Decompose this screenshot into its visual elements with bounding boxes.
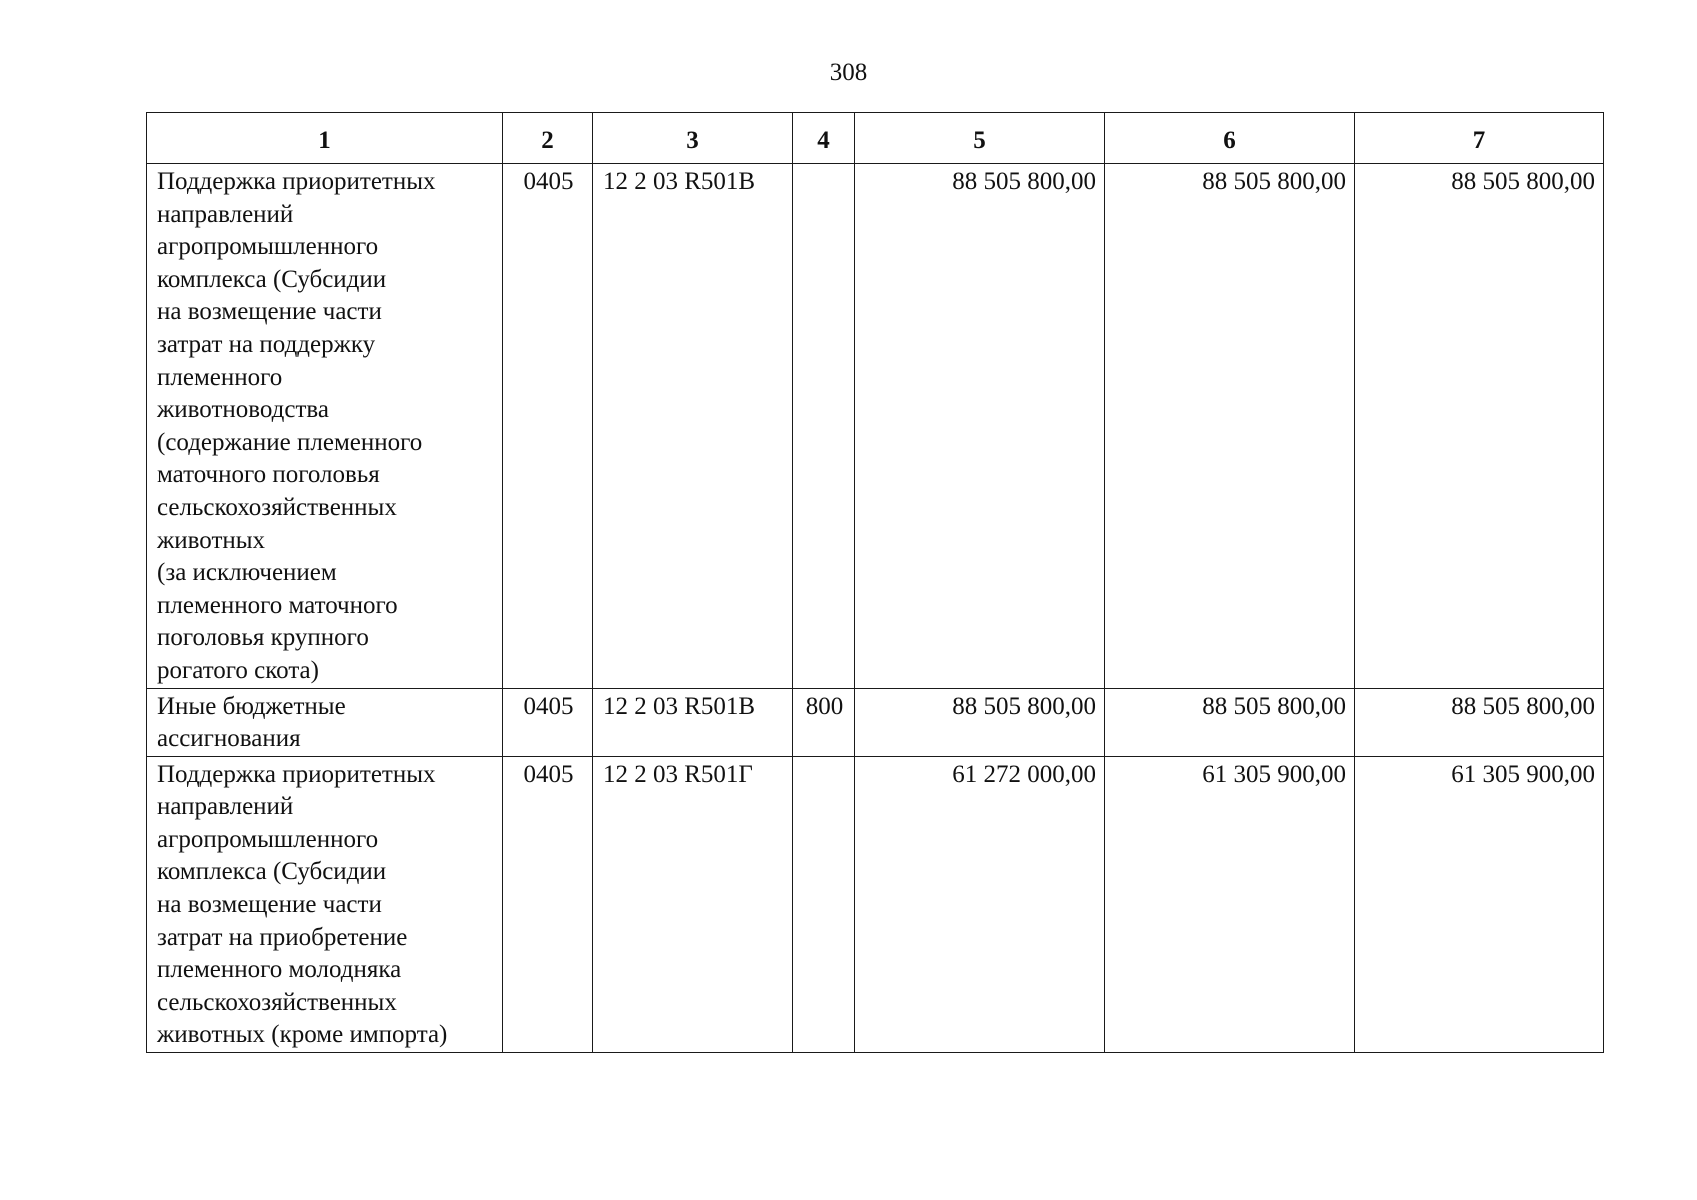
page-number: 308 (829, 59, 868, 86)
amount-col6-cell: 61 305 900,00 (1105, 756, 1355, 1052)
name-line: маточного поголовья (157, 461, 380, 489)
name-line: затрат на поддержку (157, 330, 376, 358)
header-cell-1: 1 (147, 113, 503, 164)
name-line: рогатого скота) (157, 656, 319, 684)
table-row (147, 756, 1604, 1052)
section-code-cell: 0405 (503, 756, 593, 1052)
section-code-cell: 0405 (503, 688, 593, 756)
amount-col7-cell: 61 305 900,00 (1355, 756, 1604, 1052)
name-line: Иные бюджетные (157, 692, 346, 720)
name-line: Поддержка приоритетных (157, 168, 436, 195)
budget-table (146, 112, 1604, 1053)
target-code-cell: 12 2 03 R501Г (593, 756, 793, 1052)
header-row (147, 113, 1604, 164)
amount-col5-cell: 88 505 800,00 (855, 688, 1105, 756)
name-line: комплекса (Субсидии (157, 265, 387, 293)
header-cell-7: 7 (1355, 113, 1604, 164)
target-code-cell: 12 2 03 R501В (593, 164, 793, 689)
header-cell-2: 2 (503, 113, 593, 164)
row-name-cell (147, 164, 503, 689)
expense-type-cell (793, 164, 855, 689)
header-cell-5: 5 (855, 113, 1105, 164)
name-line: (за исключением (157, 559, 337, 587)
name-line: направлений (157, 200, 294, 228)
name-line: комплекса (Субсидии (157, 858, 387, 886)
name-line: поголовья крупного (157, 624, 369, 652)
header-cell-4: 4 (793, 113, 855, 164)
row-name-cell (147, 688, 503, 756)
name-line: на возмещение части (157, 298, 382, 326)
table-row (147, 164, 1604, 689)
name-line: племенного маточного (157, 591, 398, 619)
name-line: Поддержка приоритетных (157, 760, 436, 788)
name-line: затрат на приобретение (157, 923, 408, 951)
name-line: животных (157, 526, 266, 554)
name-line: агропромышленного (157, 233, 379, 261)
amount-col6-cell: 88 505 800,00 (1105, 688, 1355, 756)
amount-col7-cell: 88 505 800,00 (1355, 164, 1604, 689)
table-row (147, 688, 1604, 756)
amount-col5-cell: 88 505 800,00 (855, 164, 1105, 689)
name-line: животных (кроме импорта) (157, 1021, 448, 1049)
section-code-cell: 0405 (503, 164, 593, 689)
header-cell-3: 3 (593, 113, 793, 164)
table-header (147, 113, 1604, 164)
target-code-cell: 12 2 03 R501В (593, 688, 793, 756)
name-line: (содержание племенного (157, 428, 423, 456)
name-line: на возмещение части (157, 891, 382, 919)
amount-col7-cell: 88 505 800,00 (1355, 688, 1604, 756)
name-line: животноводства (157, 396, 329, 424)
name-line: племенного молодняка (157, 956, 402, 984)
name-line: сельскохозяйственных (157, 988, 397, 1016)
header-cell-6: 6 (1105, 113, 1355, 164)
name-line: ассигнования (157, 725, 301, 753)
name-line: агропромышленного (157, 825, 379, 853)
amount-col6-cell: 88 505 800,00 (1105, 164, 1355, 689)
expense-type-cell: 800 (793, 688, 855, 756)
row-name-cell (147, 756, 503, 1052)
name-line: направлений (157, 793, 294, 821)
expense-type-cell (793, 756, 855, 1052)
name-line: сельскохозяйственных (157, 493, 397, 521)
table-body (147, 164, 1604, 1053)
name-line: племенного (157, 363, 283, 391)
amount-col5-cell: 61 272 000,00 (855, 756, 1105, 1052)
